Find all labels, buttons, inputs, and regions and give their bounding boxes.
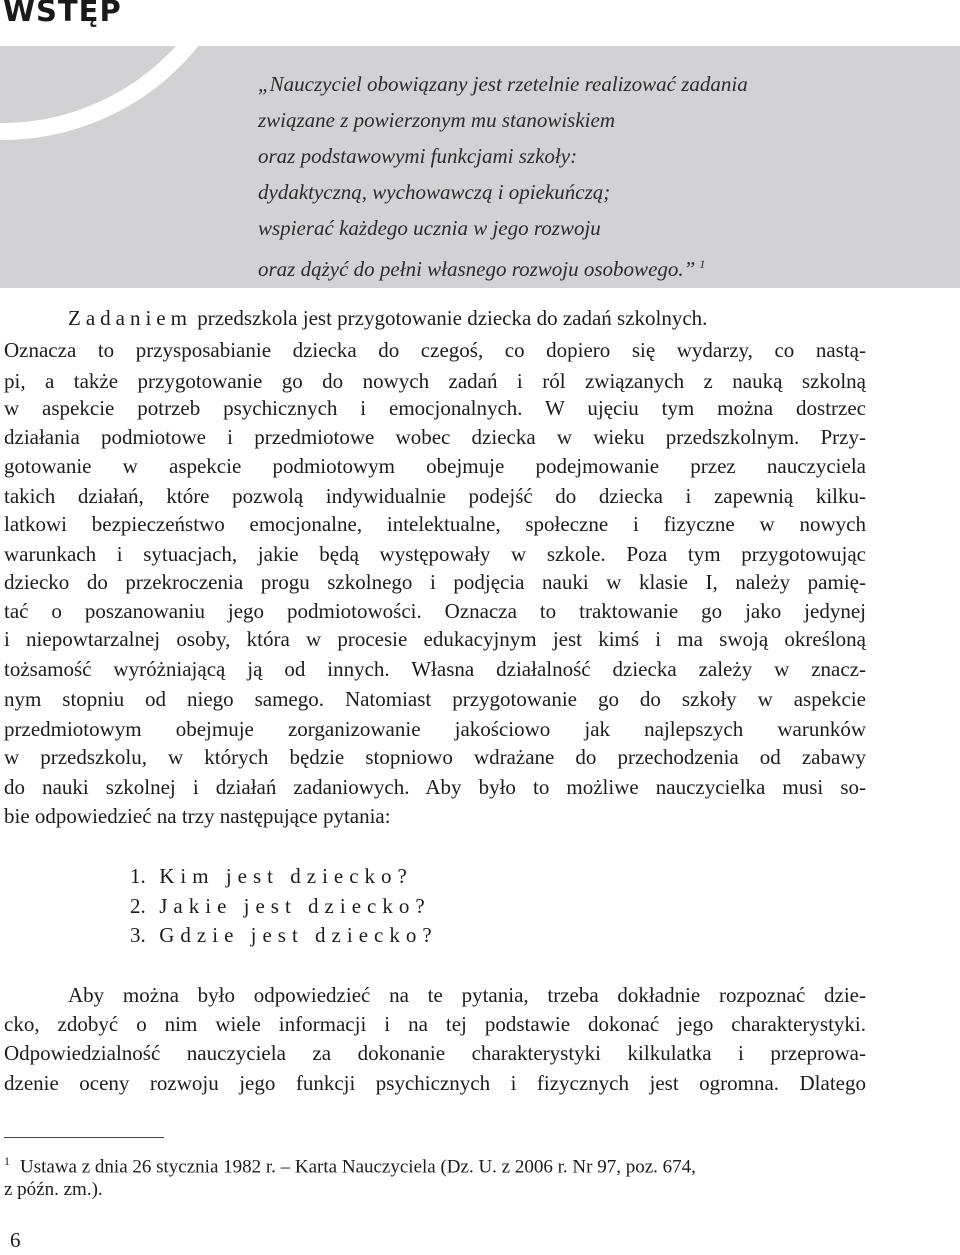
body-first-line	[68, 303, 866, 333]
footnote-text: Ustawa z dnia 26 stycznia 1982 r. – Karta Nauczyciela (Dz. U. z 2006 r. Nr 97, poz. 674,	[20, 1156, 696, 1178]
question-item	[130, 861, 413, 891]
decorative-arc	[0, 46, 254, 140]
body-line: warunkach i sytuacjach, jakie będą występowały w szkole. Poza tym przygotowując	[4, 542, 866, 566]
page-number: 6	[10, 1228, 21, 1252]
body-line: do nauki szkolnej i działań zadaniowych. Aby było to możliwe nauczycielka musi so-	[4, 775, 866, 799]
closing-line: cko, zdobyć o nim wiele informacji i na tej podstawie dokonać jego charakterystyki.	[4, 1012, 866, 1036]
question-text: Gdzie jest dziecko?	[159, 923, 438, 947]
quote-line: „Nauczyciel obowiązany jest rzetelnie realizować zadania	[258, 72, 748, 96]
body-line: Oznacza to przysposabianie dziecka do czegoś, co dopiero się wydarzy, co nastą-	[4, 338, 866, 362]
footnote-number: 1	[4, 1154, 10, 1168]
quote-line	[258, 246, 748, 287]
quote-line-text: oraz dążyć do pełni własnego rozwoju osobowego.”	[258, 257, 696, 281]
body-line: bie odpowiedzieć na trzy następujące pytania:	[4, 804, 391, 828]
body-line: dziecko do przekroczenia progu szkolnego i podjęcia nauki w klasie I, należy pamię-	[4, 570, 866, 594]
body-line: takich działań, które pozwolą indywidualnie podejść do dziecka i zapewnią kilku-	[4, 484, 866, 508]
body-line: pi, a także przygotowanie go do nowych zadań i ról związanych z nauką szkolną	[4, 369, 866, 393]
footnote-divider	[4, 1137, 164, 1138]
body-line: w przedszkolu, w których będzie stopniowo wdrażane do przechodzenia od zabawy	[4, 745, 866, 769]
footnote-continuation: z późn. zm.).	[4, 1179, 103, 1200]
footnote-reference: 1	[699, 257, 706, 271]
question-item	[130, 920, 438, 950]
question-text: Kim jest dziecko?	[159, 864, 413, 888]
body-line: w aspekcie potrzeb psychicznych i emocjonalnych. W ujęciu tym można dostrzec	[4, 396, 866, 420]
quote-line: związane z powierzonym mu stanowiskiem	[258, 108, 615, 132]
question-number: 1.	[130, 864, 146, 888]
body-line: gotowanie w aspekcie podmiotowym obejmuje podejmowanie przez nauczyciela	[4, 454, 866, 478]
first-line-text: przedszkola jest przygotowanie dziecka do zadań szkolnych.	[197, 306, 708, 330]
body-line: przedmiotowym obejmuje zorganizowanie jakościowo jak najlepszych warunków	[4, 717, 866, 741]
body-line: działania podmiotowe i przedmiotowe wobec dziecka w wieku przedszkolnym. Przy-	[4, 425, 866, 449]
closing-line: Odpowiedzialność nauczyciela za dokonanie charakterystyki kilkulatka i przeprowa-	[4, 1041, 866, 1065]
body-line: i niepowtarzalnej osoby, która w procesie edukacyjnym jest kimś i ma swoją określoną	[4, 627, 866, 651]
emphasized-word: Zadaniem	[68, 306, 192, 330]
footnote	[4, 1147, 866, 1178]
body-line: nym stopniu od niego samego. Natomiast przygotowanie go do szkoły w aspekcie	[4, 687, 866, 711]
epigraph-quote	[258, 66, 748, 287]
question-number: 3.	[130, 923, 146, 947]
quote-line: dydaktyczną, wychowawczą i opiekuńczą;	[258, 180, 611, 204]
epigraph-box	[0, 46, 960, 288]
question-number: 2.	[130, 894, 146, 918]
quote-line: wspierać każdego ucznia w jego rozwoju	[258, 216, 601, 240]
quote-line: oraz podstawowymi funkcjami szkoły:	[258, 144, 578, 168]
body-line: latkowi bezpieczeństwo emocjonalne, intelektualne, społeczne i fizyczne w nowych	[4, 512, 866, 536]
closing-line: dzenie oceny rozwoju jego funkcji psychicznych i fizycznych jest ogromna. Dlatego	[4, 1071, 866, 1095]
question-item	[130, 891, 431, 921]
body-line: tożsamość wyróżniającą ją od innych. Własna działalność dziecka zależy w znacz-	[4, 657, 866, 681]
page-heading: WSTĘP	[3, 0, 122, 28]
closing-line: Aby można było odpowiedzieć na te pytania, trzeba dokładnie rozpoznać dzie-	[68, 983, 866, 1007]
body-line: tać o poszanowaniu jego podmiotowości. Oznacza to traktowanie go jako jedynej	[4, 599, 866, 623]
question-text: Jakie jest dziecko?	[159, 894, 431, 918]
